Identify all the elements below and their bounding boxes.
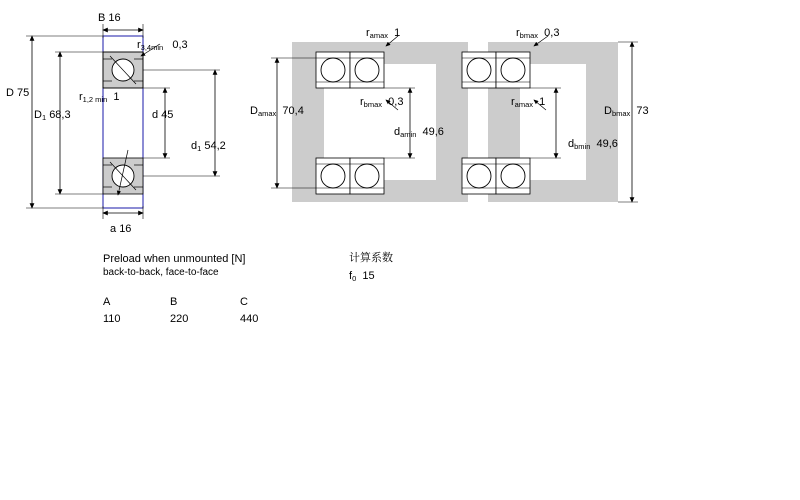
label-B: B 16 — [98, 12, 121, 24]
label-r12min: $r_{1,2 min}$ 1 — [79, 91, 120, 104]
dim-Dbmax — [618, 42, 638, 202]
preload-val-C: 440 — [240, 313, 259, 325]
single-bearing-section — [103, 36, 143, 208]
label-r34min: $r_{3,4min}$ 0,3 — [137, 39, 188, 52]
label-d: d 45 — [152, 109, 174, 121]
calc-factor-heading: 计算系数 — [349, 252, 393, 264]
label-Dbmax: $D_{bmax}$ 73 — [604, 105, 649, 118]
label-D1: $D_1$ 68,3 — [34, 109, 71, 122]
preload-col-B: B — [170, 296, 178, 308]
preload-val-A: 110 — [103, 313, 121, 325]
label-ramax-mid: $r_{amax}$ 1 — [511, 96, 546, 109]
preload-val-B: 220 — [170, 313, 189, 325]
label-rbmax-mid: $r_{bmax}$ 0,3 — [360, 96, 404, 109]
dim-d1 — [143, 70, 220, 176]
paired-bearing-section — [292, 42, 618, 202]
label-rbmax-top: $r_{bmax}$ 0,3 — [516, 27, 560, 40]
preload-subheading: back-to-back, face-to-face — [103, 267, 219, 278]
label-d1: $d_1$ 54,2 — [191, 140, 226, 153]
preload-col-C: C — [240, 296, 248, 308]
calc-factor-value: $f_0$ 15 — [349, 270, 375, 283]
label-Damax: $D_{amax}$ 70,4 — [250, 105, 304, 118]
label-ramax-top: $r_{amax}$ 1 — [366, 27, 401, 40]
label-dbmin: $d_{bmin}$ 49,6 — [568, 138, 618, 151]
preload-col-A: A — [103, 296, 111, 308]
dim-d — [143, 88, 170, 158]
preload-block — [103, 252, 245, 280]
dim-D1 — [55, 52, 103, 194]
label-damin: $d_{amin}$ 49,6 — [394, 126, 444, 139]
label-a: a 16 — [110, 223, 132, 235]
preload-heading: Preload when unmounted [N] — [103, 253, 246, 265]
label-D: D 75 — [6, 87, 30, 99]
